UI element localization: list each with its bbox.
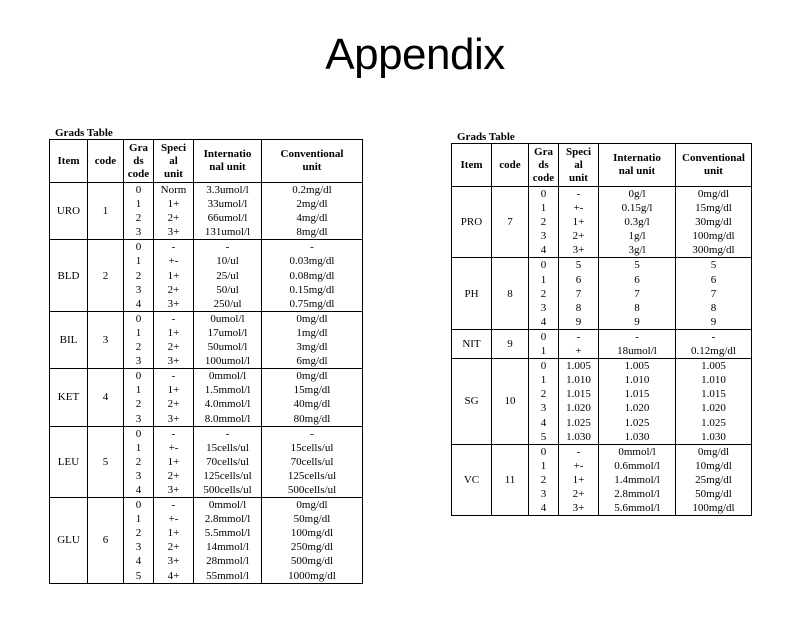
grads-table (49, 139, 363, 584)
table-row-glu (50, 498, 363, 584)
header-conventional-unit: Conventional unit (676, 144, 752, 187)
table-row-bil (50, 311, 363, 368)
table-row-pro (452, 187, 752, 258)
header-code: code (88, 140, 124, 183)
grads-code-cell: 0 1 2 3 4 5 (529, 359, 559, 445)
international-unit-cell: 1.005 1.010 1.015 1.020 1.025 1.030 (599, 359, 676, 445)
header-row (50, 140, 363, 183)
item-cell: BIL (50, 311, 88, 368)
special-unit-cell: - + (559, 329, 599, 358)
header-special-unit: Speci al unit (559, 144, 599, 187)
header-code: code (492, 144, 529, 187)
item-cell: URO (50, 183, 88, 240)
item-cell: LEU (50, 426, 88, 497)
page-title: Appendix (325, 30, 505, 79)
header-international-unit: Internatio nal unit (599, 144, 676, 187)
international-unit-cell: - 10/ul 25/ul 50/ul 250/ul (194, 240, 262, 311)
special-unit-cell: - +- 1+ 2+ 3+ (559, 444, 599, 515)
conventional-unit-cell: 0mg/dl 50mg/dl 100mg/dl 250mg/dl 500mg/dl 1000mg/dl (262, 498, 363, 584)
special-unit-cell: Norm 1+ 2+ 3+ (154, 183, 194, 240)
table-caption: Grads Table (457, 131, 515, 143)
table-row-sg (452, 359, 752, 445)
code-cell: 9 (492, 329, 529, 358)
grads-code-cell: 0 1 2 3 4 5 (124, 498, 154, 584)
item-cell: PRO (452, 187, 492, 258)
special-unit-cell: - 1+ 2+ 3+ (154, 311, 194, 368)
header-row (452, 144, 752, 187)
item-cell: BLD (50, 240, 88, 311)
code-cell: 6 (88, 498, 124, 584)
grads-code-cell: 0 1 2 3 (124, 183, 154, 240)
special-unit-cell: - +- 1+ 2+ 3+ (154, 426, 194, 497)
grads-code-cell: 0 1 2 3 4 (529, 444, 559, 515)
header-item: Item (50, 140, 88, 183)
grads-code-cell: 0 1 2 3 (124, 369, 154, 426)
table-row-ket (50, 369, 363, 426)
table-row-vc (452, 444, 752, 515)
header-conventional-unit: Conventional unit (262, 140, 363, 183)
grads-code-cell: 0 1 2 3 4 (529, 187, 559, 258)
international-unit-cell: 0mmol/l 2.8mmol/l 5.5mmol/l 14mmol/l 28mmol/l 55mmol/l (194, 498, 262, 584)
international-unit-cell: 3.3umol/l 33umol/l 66umol/l 131umol/l (194, 183, 262, 240)
international-unit-cell: 0mmol/l 0.6mmol/l 1.4mmol/l 2.8mmol/l 5.6mmol/l (599, 444, 676, 515)
table-row-uro (50, 183, 363, 240)
item-cell: NIT (452, 329, 492, 358)
conventional-unit-cell: 1.005 1.010 1.015 1.020 1.025 1.030 (676, 359, 752, 445)
table-row-ph (452, 258, 752, 329)
table-row-leu (50, 426, 363, 497)
item-cell: SG (452, 359, 492, 445)
conventional-unit-cell: - 15cells/ul 70cells/ul 125cells/ul 500cells/ul (262, 426, 363, 497)
international-unit-cell: 0umol/l 17umol/l 50umol/l 100umol/l (194, 311, 262, 368)
item-cell: VC (452, 444, 492, 515)
header-grads-code: Gra ds code (529, 144, 559, 187)
item-cell: KET (50, 369, 88, 426)
special-unit-cell: 1.005 1.010 1.015 1.020 1.025 1.030 (559, 359, 599, 445)
table-row-bld (50, 240, 363, 311)
code-cell: 11 (492, 444, 529, 515)
code-cell: 10 (492, 359, 529, 445)
conventional-unit-cell: 0mg/dl 15mg/dl 40mg/dl 80mg/dl (262, 369, 363, 426)
header-grads-code: Gra ds code (124, 140, 154, 183)
grads-table-right (451, 131, 752, 516)
grads-table-left (49, 127, 363, 584)
grads-code-cell: 0 1 2 3 (124, 311, 154, 368)
grads-code-cell: 0 1 2 3 4 (124, 240, 154, 311)
table-caption: Grads Table (55, 127, 113, 139)
special-unit-cell: 5 6 7 8 9 (559, 258, 599, 329)
code-cell: 5 (88, 426, 124, 497)
code-cell: 3 (88, 311, 124, 368)
international-unit-cell: 5 6 7 8 9 (599, 258, 676, 329)
international-unit-cell: - 15cells/ul 70cells/ul 125cells/ul 500cells/ul (194, 426, 262, 497)
grads-code-cell: 0 1 (529, 329, 559, 358)
conventional-unit-cell: 0mg/dl 15mg/dl 30mg/dl 100mg/dl 300mg/dl (676, 187, 752, 258)
conventional-unit-cell: 0mg/dl 1mg/dl 3mg/dl 6mg/dl (262, 311, 363, 368)
grads-code-cell: 0 1 2 3 4 (529, 258, 559, 329)
header-item: Item (452, 144, 492, 187)
international-unit-cell: - 18umol/l (599, 329, 676, 358)
item-cell: GLU (50, 498, 88, 584)
code-cell: 7 (492, 187, 529, 258)
header-special-unit: Speci al unit (154, 140, 194, 183)
conventional-unit-cell: 0.2mg/dl 2mg/dl 4mg/dl 8mg/dl (262, 183, 363, 240)
international-unit-cell: 0mmol/l 1.5mmol/l 4.0mmol/l 8.0mmol/l (194, 369, 262, 426)
conventional-unit-cell: 5 6 7 8 9 (676, 258, 752, 329)
code-cell: 8 (492, 258, 529, 329)
grads-table (451, 143, 752, 516)
conventional-unit-cell: - 0.12mg/dl (676, 329, 752, 358)
special-unit-cell: - +- 1+ 2+ 3+ (154, 240, 194, 311)
conventional-unit-cell: 0mg/dl 10mg/dl 25mg/dl 50mg/dl 100mg/dl (676, 444, 752, 515)
code-cell: 4 (88, 369, 124, 426)
code-cell: 2 (88, 240, 124, 311)
table-row-nit (452, 329, 752, 358)
special-unit-cell: - +- 1+ 2+ 3+ (559, 187, 599, 258)
code-cell: 1 (88, 183, 124, 240)
international-unit-cell: 0g/l 0.15g/l 0.3g/l 1g/l 3g/l (599, 187, 676, 258)
grads-code-cell: 0 1 2 3 4 (124, 426, 154, 497)
header-international-unit: Internatio nal unit (194, 140, 262, 183)
item-cell: PH (452, 258, 492, 329)
special-unit-cell: - 1+ 2+ 3+ (154, 369, 194, 426)
conventional-unit-cell: - 0.03mg/dl 0.08mg/dl 0.15mg/dl 0.75mg/dl (262, 240, 363, 311)
special-unit-cell: - +- 1+ 2+ 3+ 4+ (154, 498, 194, 584)
